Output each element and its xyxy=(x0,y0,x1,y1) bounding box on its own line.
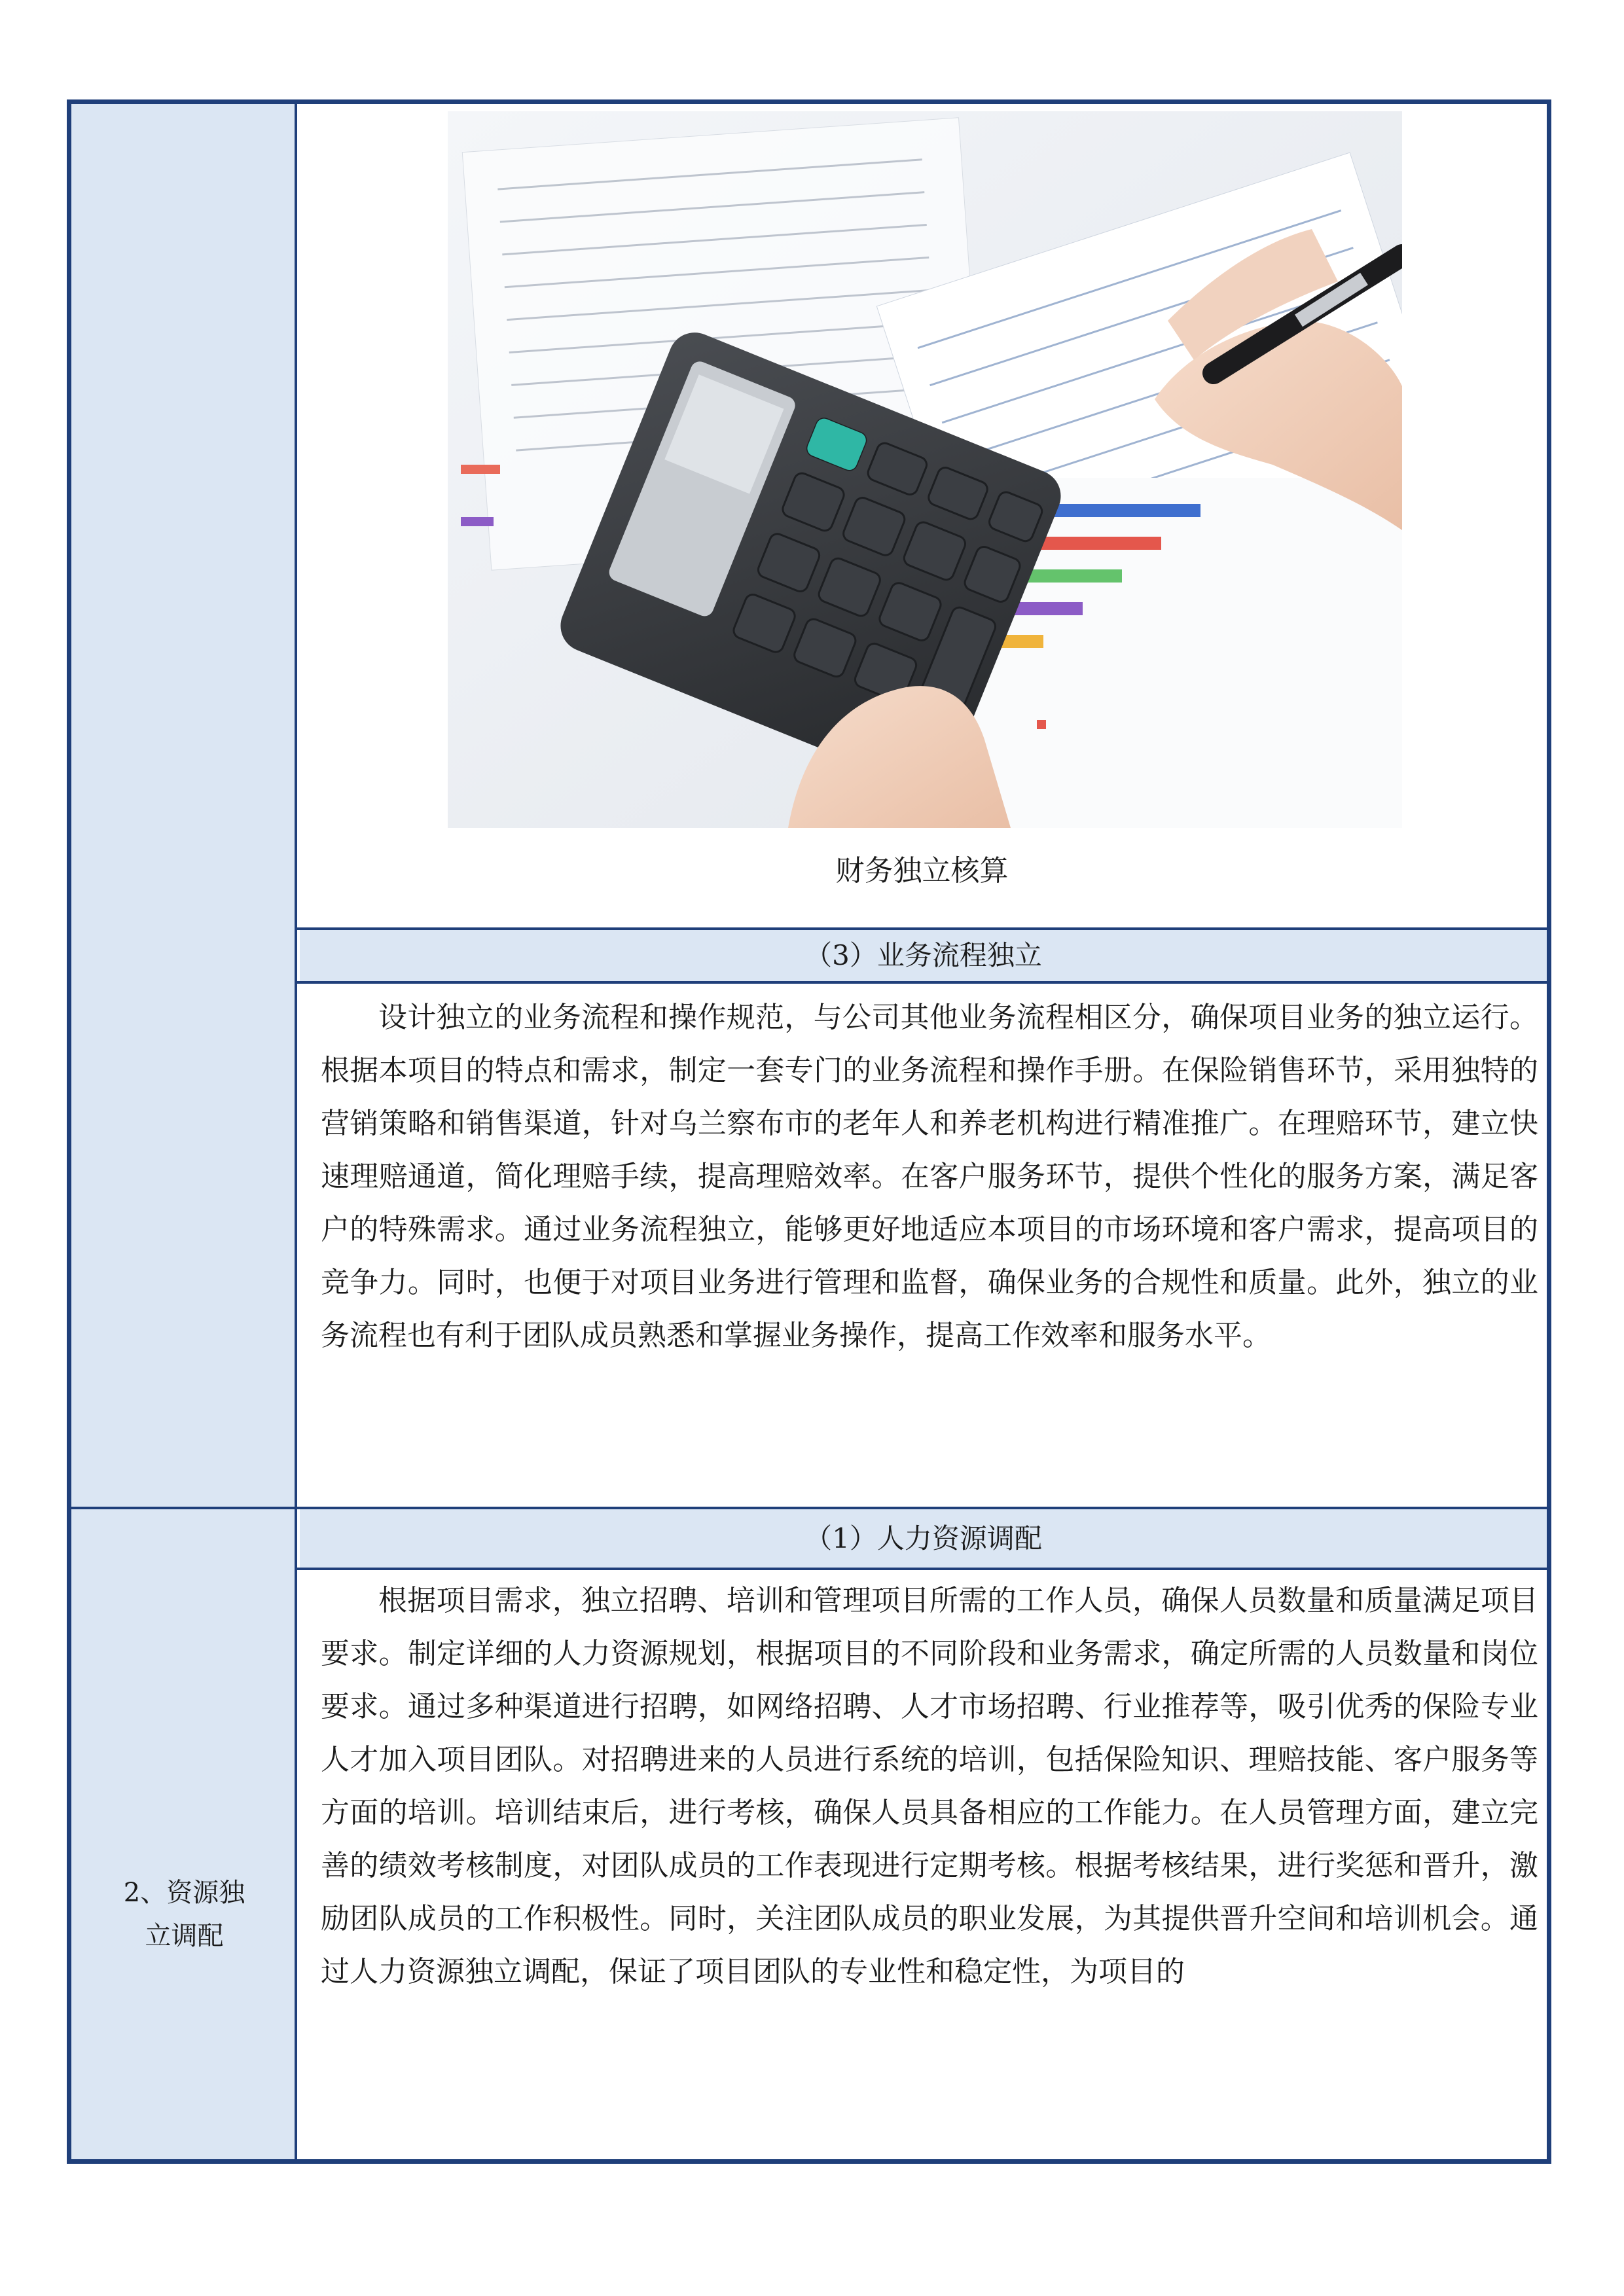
left-category-column xyxy=(71,104,297,2159)
paragraph-body: 根据项目需求，独立招聘、培训和管理项目所需的工作人员，确保人员数量和质量满足项目要求。制定详细的人力资源规划，根据项目的不同阶段和业务需求，确定所需的人员数量和岗位要求。通过多种渠道进行招聘，如网络招聘、人才市场招聘、行业推荐等，吸引优秀的保险专业人才加入项目团队。对招聘进来的人员进行系统的培训，包括保险知识、理赔技能、客户服务等方面的培训。培训结束后，进行考核，确保人员具备相应的工作能力。在人员管理方面，建立完善的绩效考核制度，对团队成员的工作表现进行定期考核。根据考核结果，进行奖惩和晋升，激励团队成员的工作积极性。同时，关注团队成员的职业发展，为其提供晋升空间和培训机会。通过人力资源独立调配，保证了项目团队的专业性和稳定性，为项目的 xyxy=(321,1584,1538,1988)
calculator-photo xyxy=(448,111,1402,828)
document-table xyxy=(67,99,1551,2164)
subsection-heading: （1）人力资源调配 xyxy=(300,1509,1547,1568)
category-label-line: 立调配 xyxy=(145,1921,224,1951)
category-label xyxy=(71,1871,297,1958)
subsection-heading: （3）业务流程独立 xyxy=(300,930,1547,981)
figure-caption: 财务独立核算 xyxy=(835,854,1009,888)
row-divider xyxy=(297,981,1547,984)
category-label-line: 2、资源独 xyxy=(123,1878,245,1908)
row-divider xyxy=(297,1568,1547,1570)
figure-image xyxy=(448,111,1402,828)
paragraph-body: 设计独立的业务流程和操作规范，与公司其他业务流程相区分，确保项目业务的独立运行。根据本项目的特点和需求，制定一套专门的业务流程和操作手册。在保险销售环节，采用独特的营销策略和销售渠道，针对乌兰察布市的老年人和养老机构进行精准推广。在理赔环节，建立快速理赔通道，简化理赔手续，提高理赔效率。在客户服务环节，提供个性化的服务方案，满足客户的特殊需求。通过业务流程独立，能够更好地适应本项目的市场环境和客户需求，提高项目的竞争力。同时，也便于对项目业务进行管理和监督，确保业务的合规性和质量。此外，独立的业务流程也有利于团队成员熟悉和掌握业务操作，提高工作效率和服务水平。 xyxy=(321,1001,1538,1352)
